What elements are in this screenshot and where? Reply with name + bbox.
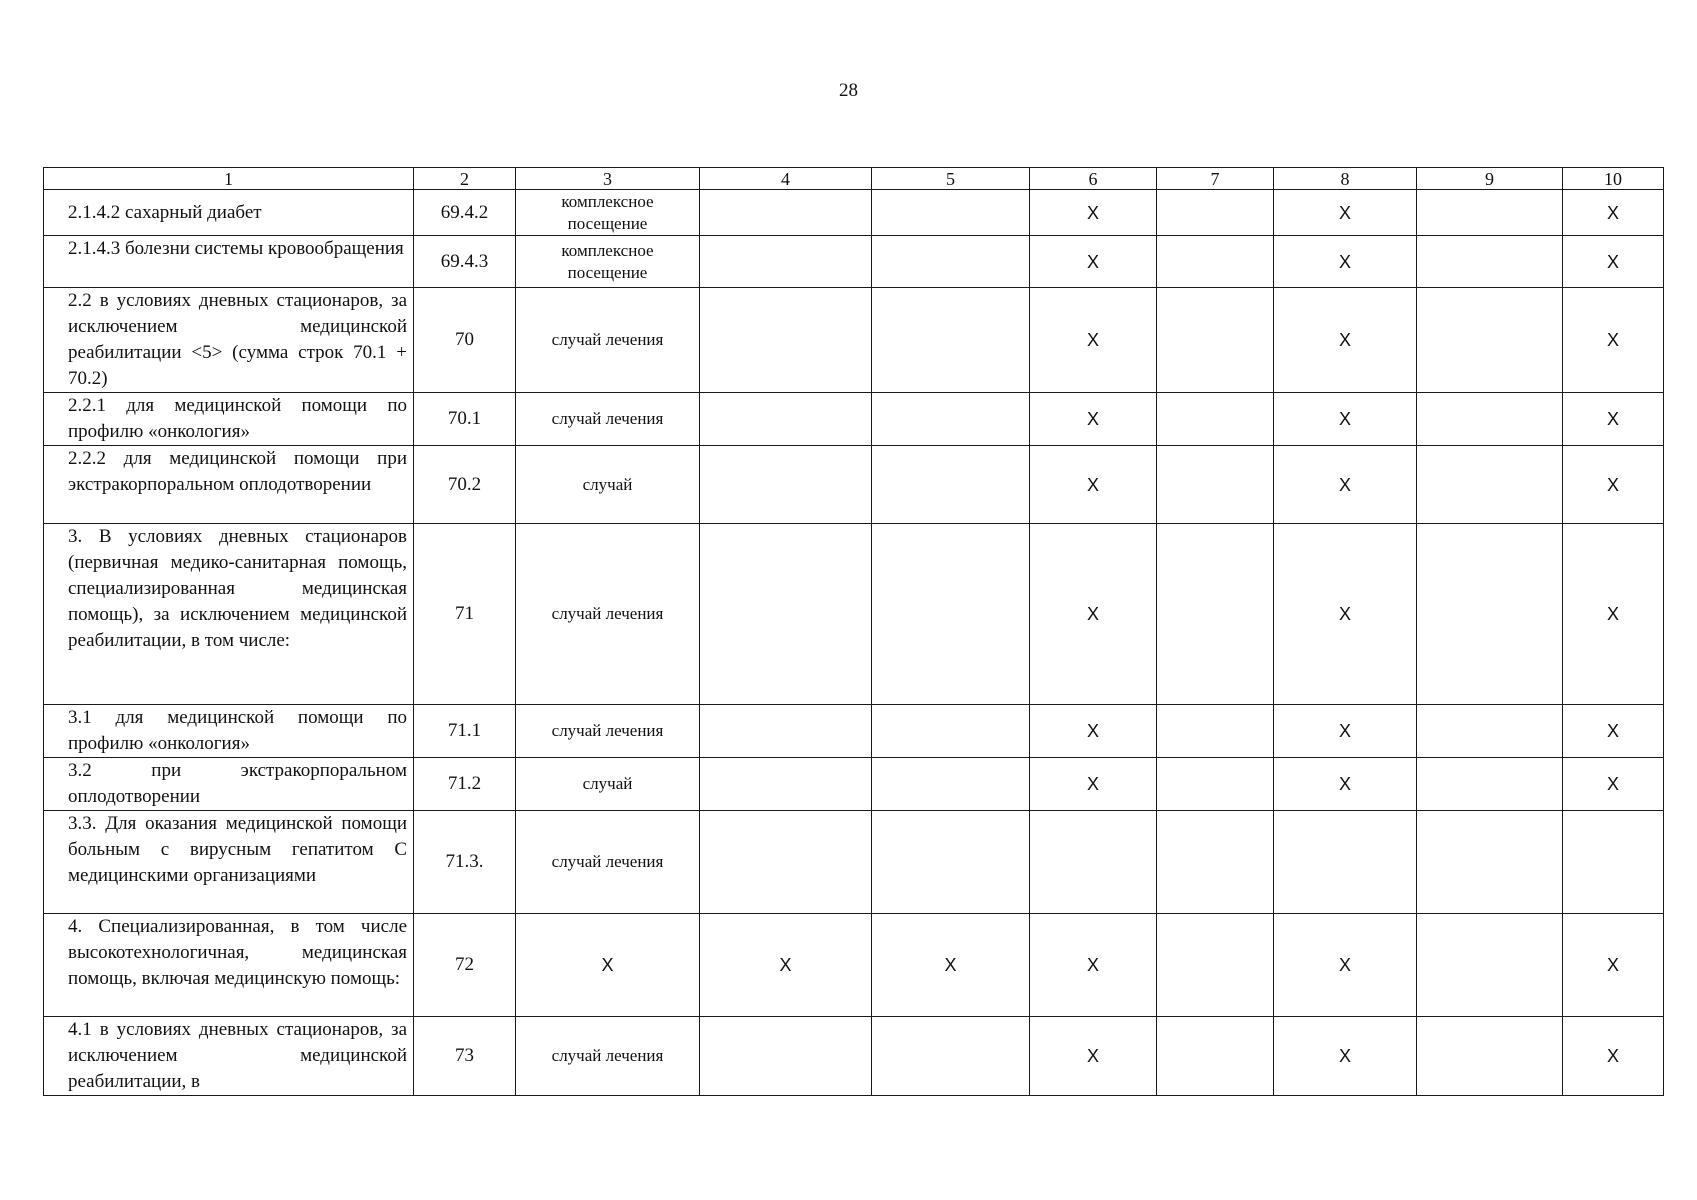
col6-cell: Х <box>1030 914 1157 1017</box>
row-title: 3.2 при экстракорпоральном оплодотворении <box>44 758 414 811</box>
col5-cell <box>872 705 1030 758</box>
row-number: 71.3. <box>414 811 516 914</box>
col7-cell <box>1157 758 1274 811</box>
col9-cell <box>1417 190 1563 236</box>
col5-cell <box>872 446 1030 524</box>
col9-cell <box>1417 446 1563 524</box>
col4-cell <box>700 811 872 914</box>
table-row <box>44 190 1664 236</box>
col6-cell: Х <box>1030 446 1157 524</box>
col6-cell: Х <box>1030 190 1157 236</box>
col10-cell: Х <box>1563 758 1664 811</box>
col9-cell <box>1417 236 1563 288</box>
row-title: 2.1.4.3 болезни системы кровообращения <box>44 236 414 288</box>
row-number: 70 <box>414 288 516 393</box>
col5-cell: Х <box>872 914 1030 1017</box>
row-title: 4.1 в условиях дневных стационаров, за исключением медицинской реабилитации, в <box>44 1017 414 1096</box>
col9-cell <box>1417 705 1563 758</box>
row-title: 2.2.2 для медицинской помощи при экстракорпоральном оплодотворении <box>44 446 414 524</box>
col7-cell <box>1157 393 1274 446</box>
header-cell-4: 4 <box>700 168 872 190</box>
table-row <box>44 811 1664 914</box>
col6-cell: Х <box>1030 524 1157 705</box>
col8-cell: Х <box>1274 288 1417 393</box>
col6-cell: Х <box>1030 236 1157 288</box>
col8-cell: Х <box>1274 524 1417 705</box>
col9-cell <box>1417 524 1563 705</box>
col4-cell <box>700 393 872 446</box>
col9-cell <box>1417 758 1563 811</box>
table-body <box>44 168 1664 1096</box>
unit-cell: случай <box>516 758 700 811</box>
col4-cell <box>700 190 872 236</box>
header-cell-7: 7 <box>1157 168 1274 190</box>
unit-cell: случай лечения <box>516 393 700 446</box>
row-number: 72 <box>414 914 516 1017</box>
unit-cell: Х <box>516 914 700 1017</box>
row-number: 69.4.3 <box>414 236 516 288</box>
row-title: 2.2.1 для медицинской помощи по профилю «онкология» <box>44 393 414 446</box>
unit-cell: комплексное посещение <box>516 190 700 236</box>
table-row <box>44 288 1664 393</box>
col6-cell <box>1030 811 1157 914</box>
table-row <box>44 236 1664 288</box>
col9-cell <box>1417 393 1563 446</box>
header-cell-5: 5 <box>872 168 1030 190</box>
col7-cell <box>1157 524 1274 705</box>
col5-cell <box>872 190 1030 236</box>
col7-cell <box>1157 705 1274 758</box>
col6-cell: Х <box>1030 758 1157 811</box>
col6-cell: Х <box>1030 288 1157 393</box>
col7-cell <box>1157 1017 1274 1096</box>
col5-cell <box>872 1017 1030 1096</box>
col8-cell: Х <box>1274 236 1417 288</box>
col8-cell: Х <box>1274 1017 1417 1096</box>
col10-cell <box>1563 811 1664 914</box>
table-row <box>44 524 1664 705</box>
row-title: 3.1 для медицинской помощи по профилю «онкология» <box>44 705 414 758</box>
col4-cell <box>700 446 872 524</box>
col5-cell <box>872 811 1030 914</box>
col7-cell <box>1157 236 1274 288</box>
header-cell-10: 10 <box>1563 168 1664 190</box>
col10-cell: Х <box>1563 1017 1664 1096</box>
col5-cell <box>872 236 1030 288</box>
col9-cell <box>1417 288 1563 393</box>
col6-cell: Х <box>1030 705 1157 758</box>
row-number: 69.4.2 <box>414 190 516 236</box>
table-row <box>44 446 1664 524</box>
table-row <box>44 1017 1664 1096</box>
col10-cell: Х <box>1563 236 1664 288</box>
row-title: 4. Специализированная, в том числе высокотехнологичная, медицинская помощь, включая медицинскую помощь: <box>44 914 414 1017</box>
col5-cell <box>872 524 1030 705</box>
col4-cell <box>700 758 872 811</box>
col7-cell <box>1157 288 1274 393</box>
row-number: 71.2 <box>414 758 516 811</box>
col8-cell: Х <box>1274 705 1417 758</box>
col10-cell: Х <box>1563 705 1664 758</box>
col8-cell: Х <box>1274 914 1417 1017</box>
header-cell-6: 6 <box>1030 168 1157 190</box>
col10-cell: Х <box>1563 914 1664 1017</box>
table-row <box>44 705 1664 758</box>
row-title: 2.1.4.2 сахарный диабет <box>44 190 414 236</box>
table-row <box>44 393 1664 446</box>
unit-cell: случай лечения <box>516 705 700 758</box>
unit-cell: случай лечения <box>516 811 700 914</box>
col10-cell: Х <box>1563 190 1664 236</box>
col7-cell <box>1157 190 1274 236</box>
col9-cell <box>1417 914 1563 1017</box>
unit-cell: случай <box>516 446 700 524</box>
col7-cell <box>1157 811 1274 914</box>
col8-cell: Х <box>1274 446 1417 524</box>
data-table <box>43 167 1664 1096</box>
header-cell-3: 3 <box>516 168 700 190</box>
col4-cell <box>700 1017 872 1096</box>
header-row <box>44 168 1664 190</box>
col5-cell <box>872 758 1030 811</box>
row-number: 73 <box>414 1017 516 1096</box>
col9-cell <box>1417 1017 1563 1096</box>
col4-cell <box>700 236 872 288</box>
col8-cell <box>1274 811 1417 914</box>
col4-cell <box>700 524 872 705</box>
col10-cell: Х <box>1563 393 1664 446</box>
page-number: 28 <box>839 80 858 101</box>
row-title: 3. В условиях дневных стационаров (первичная медико-санитарная помощь, специализированная медицинская помощь), за исключением медицинской реабилитации, в том числе: <box>44 524 414 705</box>
header-cell-8: 8 <box>1274 168 1417 190</box>
table-row <box>44 758 1664 811</box>
col10-cell: Х <box>1563 524 1664 705</box>
header-cell-2: 2 <box>414 168 516 190</box>
col6-cell: Х <box>1030 1017 1157 1096</box>
row-number: 70.2 <box>414 446 516 524</box>
unit-cell: случай лечения <box>516 524 700 705</box>
header-cell-1: 1 <box>44 168 414 190</box>
unit-cell: случай лечения <box>516 288 700 393</box>
row-title: 3.3. Для оказания медицинской помощи больным с вирусным гепатитом С медицинскими организациями <box>44 811 414 914</box>
unit-cell: комплексное посещение <box>516 236 700 288</box>
col10-cell: Х <box>1563 288 1664 393</box>
row-number: 70.1 <box>414 393 516 446</box>
col9-cell <box>1417 811 1563 914</box>
col5-cell <box>872 393 1030 446</box>
col4-cell: Х <box>700 914 872 1017</box>
row-number: 71.1 <box>414 705 516 758</box>
col7-cell <box>1157 914 1274 1017</box>
row-number: 71 <box>414 524 516 705</box>
col6-cell: Х <box>1030 393 1157 446</box>
col4-cell <box>700 705 872 758</box>
col4-cell <box>700 288 872 393</box>
unit-cell: случай лечения <box>516 1017 700 1096</box>
table-row <box>44 914 1664 1017</box>
col8-cell: Х <box>1274 393 1417 446</box>
col7-cell <box>1157 446 1274 524</box>
col8-cell: Х <box>1274 190 1417 236</box>
col5-cell <box>872 288 1030 393</box>
col8-cell: Х <box>1274 758 1417 811</box>
header-cell-9: 9 <box>1417 168 1563 190</box>
row-title: 2.2 в условиях дневных стационаров, за исключением медицинской реабилитации <5> (сумма строк 70.1 + 70.2) <box>44 288 414 393</box>
col10-cell: Х <box>1563 446 1664 524</box>
